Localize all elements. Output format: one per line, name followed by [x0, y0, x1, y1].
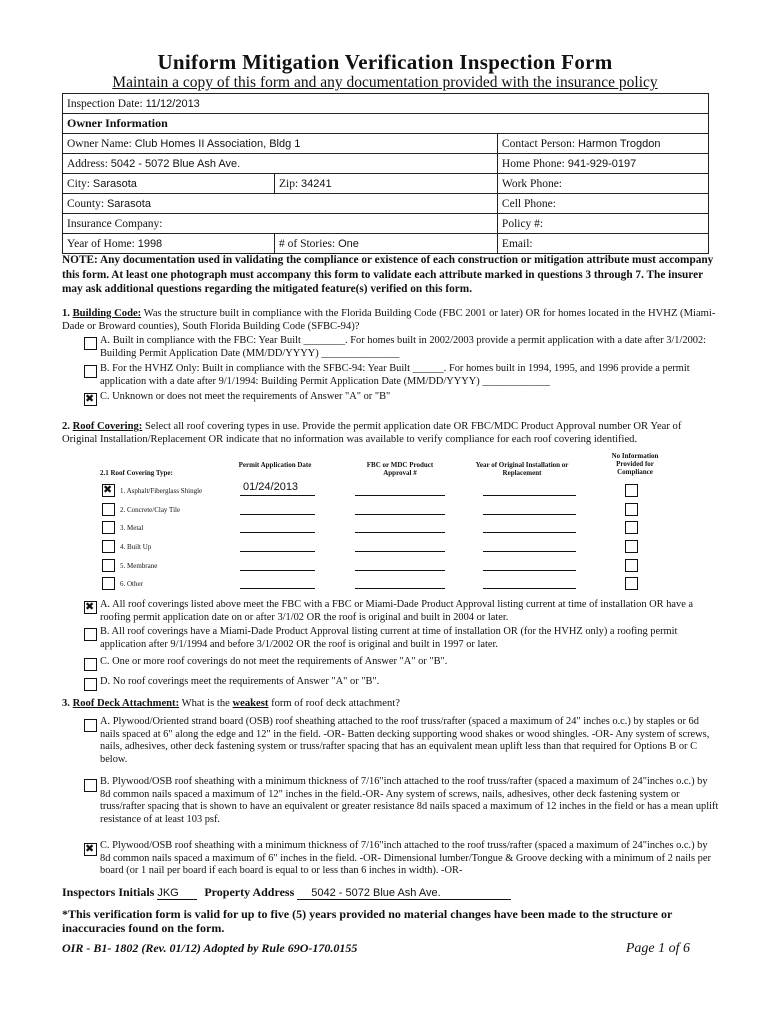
q2-option-c: C. One or more roof coverings do not meet the requirements of Answer "A" or "B".	[100, 656, 448, 667]
question-1: 1. Building Code: Was the structure built in compliance with the Florida Building Code (FBC 2001 or later) OR for homes located in the HVHZ (Miami-Dade or Broward counties), South Florida Building Code (SFBC-94)?	[62, 308, 716, 332]
cell-phone-field[interactable]: Cell Phone:	[497, 194, 708, 214]
q1-option-c: C. Unknown or does not meet the requirements of Answer "A" or "B"	[100, 391, 391, 402]
q1-label: Building Code:	[72, 308, 142, 319]
roof-type-label: 3. Metal	[120, 524, 144, 532]
zip-field[interactable]: Zip: 34241	[275, 174, 498, 194]
col-permit-date: Permit Application Date	[238, 461, 312, 469]
roof-covering-row	[100, 503, 660, 519]
q1-option-a: A. Built in compliance with the FBC: Year Built ________. For homes built in 2002/2003 provide a permit application with a date after 3/1/2002: Building Permit Application Date (MM/DD/YYYY) _______________	[100, 335, 707, 359]
email-field[interactable]: Email:	[497, 234, 708, 254]
q3-label: Roof Deck Attachment:	[72, 698, 180, 709]
page-number: Page 1 of 6	[625, 941, 690, 956]
q2-option-a: A. All roof coverings listed above meet the FBC with a FBC or Miami-Dade Product Approval listing current at time of installation OR have a roofing permit application date on or after 3/1/02 OR the roof is original and built in 2004 or later.	[100, 599, 694, 623]
insurance-company-field[interactable]: Insurance Company:	[63, 214, 498, 234]
property-address-field[interactable]: 5042 - 5072 Blue Ash Ave.	[297, 887, 511, 900]
roof-covering-row	[100, 521, 660, 537]
question-3: 3. Roof Deck Attachment: What is the weakest form of roof deck attachment?	[62, 698, 400, 709]
q2-option-d: D. No roof coverings meet the requirements of Answer "A" or "B".	[100, 676, 380, 687]
q2-label: Roof Covering:	[72, 421, 143, 432]
q2-option-a-checkbox[interactable]	[84, 601, 97, 614]
col-no-info: No Information Provided for Compliance	[611, 452, 659, 476]
contact-person-field[interactable]: Contact Person: Harmon Trogdon	[497, 134, 708, 154]
year-installed-field[interactable]	[483, 494, 576, 496]
fbc-approval-field[interactable]	[355, 531, 445, 533]
roof-type-label: 4. Built Up	[120, 543, 152, 551]
year-of-home-field[interactable]: Year of Home: 1998	[63, 234, 275, 254]
no-info-checkbox[interactable]	[625, 521, 638, 534]
fbc-approval-field[interactable]	[355, 587, 445, 589]
roof-covering-row	[100, 577, 660, 593]
roof-type-checkbox[interactable]	[102, 540, 115, 553]
fbc-approval-field[interactable]	[355, 550, 445, 552]
form-title: Uniform Mitigation Verification Inspection Form	[157, 50, 613, 74]
stories-field[interactable]: # of Stories: One	[275, 234, 498, 254]
year-installed-field[interactable]	[483, 569, 576, 571]
roof-type-label: 5. Membrane	[120, 562, 158, 570]
owner-info-heading: Owner Information	[63, 114, 709, 134]
roof-covering-row	[100, 540, 660, 556]
fbc-approval-field[interactable]	[355, 494, 445, 496]
roof-type-checkbox[interactable]	[102, 559, 115, 572]
question-2: 2. Roof Covering: Select all roof covering types in use. Provide the permit application date OR FBC/MDC Product Approval number OR Year of Original Installation/Replacement OR indicate that no information was available to verify compliance for each roof covering identified.	[62, 421, 682, 445]
q3-option-c: C. Plywood/OSB roof sheathing with a minimum thickness of 7/16"inch attached to the roof truss/rafter (spaced a maximum of 24"inches o.c.) by 8d common nails spaced a maximum of 6" inches in the field. -OR- Dimensional lumber/Tongue & Groove decking with a minimum of 2 nails per board (or 1 nail per board if each board is equal to or less than 6 inches in width). -OR-	[100, 840, 711, 876]
permit-date-field[interactable]	[240, 531, 315, 533]
inspector-initials-field[interactable]: JKG	[157, 887, 197, 900]
permit-date-field[interactable]	[240, 587, 315, 589]
no-info-checkbox[interactable]	[625, 503, 638, 516]
roof-covering-row	[100, 481, 660, 500]
q1-option-b-checkbox[interactable]	[84, 365, 97, 378]
year-installed-field[interactable]	[483, 550, 576, 552]
q3-option-b: B. Plywood/OSB roof sheathing with a minimum thickness of 7/16"inch attached to the roof truss/rafter (spaced a maximum of 24"inches o.c.) by 8d common nails spaced a maximum of 12" inches in the field.-OR- Any system of screws, nails, adhesives, other deck fastening system or truss/rafter spacing that is shown to have an equivalent or greater resistance 8d nails spaced a maximum of 12 inches in the field or has a mean uplift resistance of at least 103 psf.	[100, 776, 719, 825]
roof-type-label: 2. Concrete/Clay Tile	[120, 506, 181, 514]
year-installed-field[interactable]	[483, 531, 576, 533]
roof-type-checkbox[interactable]	[102, 484, 115, 497]
inspection-date-value: 11/12/2013	[145, 97, 200, 110]
col-roof-type: 2.1 Roof Covering Type:	[100, 469, 173, 477]
inspector-footer: Inspectors Initials JKG Property Address 5042 - 5072 Blue Ash Ave.	[62, 885, 511, 900]
no-info-checkbox[interactable]	[625, 484, 638, 497]
roof-type-label: 1. Asphalt/Fiberglass Shingle	[120, 487, 203, 495]
permit-date-field[interactable]	[240, 569, 315, 571]
col-year-installed: Year of Original Installation or Replacement	[475, 461, 569, 477]
address-field[interactable]: Address: 5042 - 5072 Blue Ash Ave.	[63, 154, 498, 174]
city-field[interactable]: City: Sarasota	[63, 174, 275, 194]
permit-date-field[interactable]	[240, 550, 315, 552]
roof-type-label: 6. Other	[120, 580, 143, 588]
q3-option-c-checkbox[interactable]	[84, 843, 97, 856]
validity-disclaimer: *This verification form is valid for up to five (5) years provided no material changes have been made to the structure or inaccuracies found on the form.	[62, 907, 673, 935]
home-phone-field[interactable]: Home Phone: 941-929-0197	[497, 154, 708, 174]
form-id: OIR - B1- 1802 (Rev. 01/12) Adopted by Rule 69O-170.0155	[62, 941, 358, 955]
fbc-approval-field[interactable]	[355, 569, 445, 571]
roof-type-checkbox[interactable]	[102, 577, 115, 590]
form-subtitle: Maintain a copy of this form and any documentation provided with the insurance policy	[112, 74, 658, 91]
roof-type-checkbox[interactable]	[102, 503, 115, 516]
q3-option-a: A. Plywood/Oriented strand board (OSB) roof sheathing attached to the roof truss/rafter (spaced a maximum of 24" inches o.c.) by staples or 6d nails spaced at 6" along the edge and 12" in the field. -OR- Batten decking supporting wood shakes or wood shingles. -OR- Any system of screws, nails, adhesives, other deck fastening system or truss/rafter spacing that has an equivalent mean uplift less than that required for Options B or C below.	[100, 716, 710, 765]
q1-text: Was the structure built in compliance with the Florida Building Code (FBC 2001 or later) OR for homes located in the HVHZ (Miami-Dade or Broward counties), South Florida Building Code (SFBC-94)?	[62, 308, 716, 332]
col-fbc-approval: FBC or MDC Product Approval #	[366, 461, 434, 477]
inspection-date-cell[interactable]: Inspection Date: 11/12/2013	[63, 94, 709, 114]
q2-option-d-checkbox[interactable]	[84, 678, 97, 691]
q2-option-b-checkbox[interactable]	[84, 628, 97, 641]
permit-date-value: 01/24/2013	[243, 481, 299, 493]
no-info-checkbox[interactable]	[625, 540, 638, 553]
fbc-approval-field[interactable]	[355, 513, 445, 515]
no-info-checkbox[interactable]	[625, 559, 638, 572]
q3-option-a-checkbox[interactable]	[84, 719, 97, 732]
no-info-checkbox[interactable]	[625, 577, 638, 590]
q1-option-c-checkbox[interactable]	[84, 393, 97, 406]
county-field[interactable]: County: Sarasota	[63, 194, 498, 214]
permit-date-field[interactable]	[240, 494, 315, 496]
q1-option-b: B. For the HVHZ Only: Built in compliance with the SFBC-94: Year Built ______. For homes built in 1994, 1995, and 1996 provide a permit application with a date after 9/1/1994: Building Permit Application Date (MM/DD/YYYY) _____________	[100, 363, 690, 387]
year-installed-field[interactable]	[483, 587, 576, 589]
q2-option-c-checkbox[interactable]	[84, 658, 97, 671]
roof-type-checkbox[interactable]	[102, 521, 115, 534]
q3-option-b-checkbox[interactable]	[84, 779, 97, 792]
permit-date-field[interactable]	[240, 513, 315, 515]
work-phone-field[interactable]: Work Phone:	[497, 174, 708, 194]
roof-covering-row	[100, 559, 660, 575]
owner-name-field[interactable]: Owner Name: Club Homes II Association, Bldg 1	[63, 134, 498, 154]
owner-info-table	[62, 93, 709, 254]
year-installed-field[interactable]	[483, 513, 576, 515]
documentation-note: NOTE: Any documentation used in validating the compliance or existence of each construction or mitigation attribute must accompany this form. At least one photograph must accompany this form to validate each attribute marked in questions 3 through 7. The insurer may ask additional questions regarding the mitigated feature(s) verified on this form.	[62, 254, 714, 295]
q2-option-b: B. All roof coverings have a Miami-Dade Product Approval listing current at time of installation OR (for the HVHZ only) a roofing permit application after 9/1/1994 and before 3/1/2002 OR the roof is original and built in 1997 or later.	[100, 626, 678, 650]
q2-text: Select all roof covering types in use. Provide the permit application date OR FBC/MDC Product Approval number OR Year of Original Installation/Replacement OR indicate that no information was available to verify compliance for each roof covering identified.	[62, 421, 682, 445]
q1-option-a-checkbox[interactable]	[84, 337, 97, 350]
policy-number-field[interactable]: Policy #:	[497, 214, 708, 234]
